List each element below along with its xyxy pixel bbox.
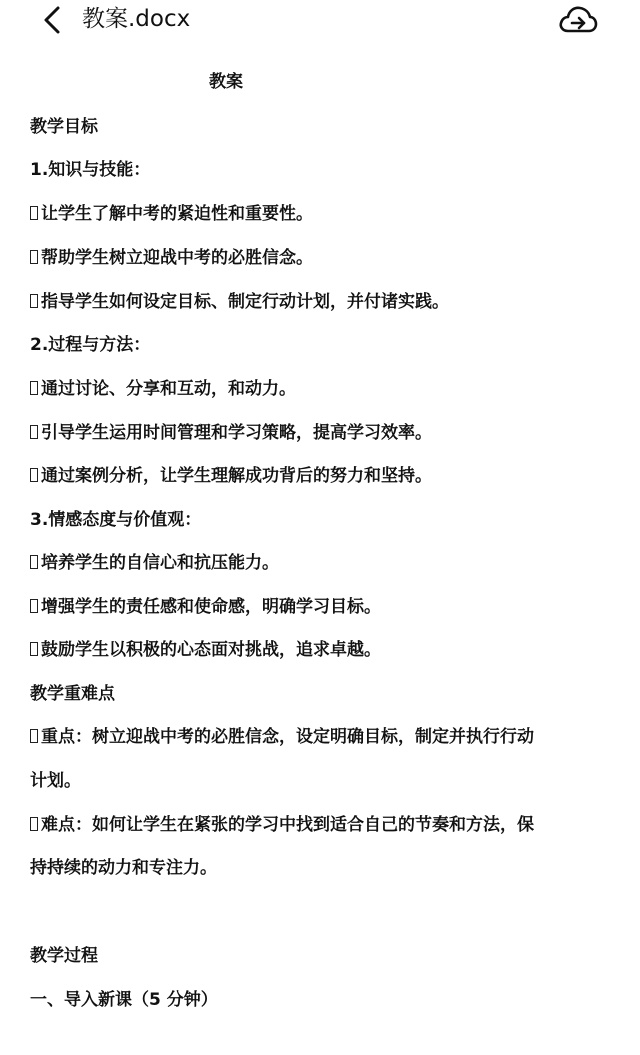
list-item: 鼓励学生以积极的心态面对挑战，追求卓越。 — [30, 638, 381, 662]
missing-glyph-box — [30, 206, 38, 220]
missing-glyph-box — [30, 642, 38, 656]
subsection-title-attitude: 3.情感态度与价值观： — [30, 510, 202, 530]
missing-glyph-box — [30, 729, 38, 743]
missing-glyph-box — [30, 599, 38, 613]
missing-glyph-box — [30, 425, 38, 439]
list-item: 帮助学生树立迎战中考的必胜信念。 — [30, 246, 313, 270]
list-item: 通过讨论、分享和互动，和动力。 — [30, 377, 296, 401]
step-title-intro: 一、导入新课（5 分钟） — [30, 990, 218, 1010]
missing-glyph-box — [30, 817, 38, 831]
list-item: 增强学生的责任感和使命感，明确学习目标。 — [30, 595, 381, 619]
document-heading: 教案 — [209, 72, 243, 92]
list-item-continuation: 持持续的动力和专注力。 — [30, 858, 217, 878]
missing-glyph-box — [30, 381, 38, 395]
subsection-title-process: 2.过程与方法： — [30, 335, 151, 355]
document-title: 教案.docx — [82, 6, 191, 32]
missing-glyph-box — [30, 294, 38, 308]
list-item-continuation: 计划。 — [30, 771, 81, 791]
section-title-objectives: 教学目标 — [30, 117, 98, 137]
list-item: 难点：如何让学生在紧张的学习中找到适合自己的节奏和方法，保 — [30, 813, 534, 837]
missing-glyph-box — [30, 250, 38, 264]
missing-glyph-box — [30, 555, 38, 569]
section-title-keypoints: 教学重难点 — [30, 684, 115, 704]
subsection-title-knowledge: 1.知识与技能： — [30, 160, 151, 180]
list-item: 引导学生运用时间管理和学习策略，提高学习效率。 — [30, 421, 432, 445]
list-item: 让学生了解中考的紧迫性和重要性。 — [30, 202, 313, 226]
list-item: 培养学生的自信心和抗压能力。 — [30, 551, 279, 575]
list-item: 通过案例分析，让学生理解成功背后的努力和坚持。 — [30, 464, 432, 488]
missing-glyph-box — [30, 468, 38, 482]
list-item: 重点：树立迎战中考的必胜信念，设定明确目标，制定并执行行动 — [30, 725, 534, 749]
list-item: 指导学生如何设定目标、制定行动计划，并付诸实践。 — [30, 290, 449, 314]
section-title-process: 教学过程 — [30, 946, 98, 966]
